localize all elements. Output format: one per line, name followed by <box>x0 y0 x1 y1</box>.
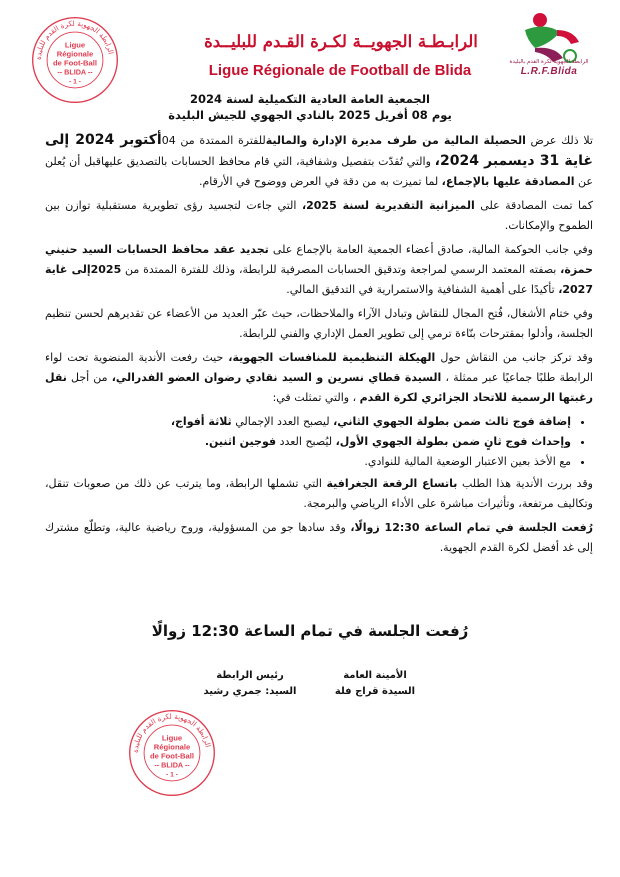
stamp-line-2: Régionale <box>153 742 191 752</box>
paragraph-financial-report: تلا ذلك عرض الحصيلة المالية من طرف مديرة الإدارة والماليةللفترة الممتدة من 04أكتوبر 2024 إلى غاية 31 ديسمبر 2024، والتي تُقدّت بتفصيل وشفافية، التي قام محافظ الحسابات بالتصديق عليهاقبل أن يُعلن عن المصادقة عليها بالإجماع، لما تميزت به من دقة في العرض ووضوح في الأرقام. <box>45 132 593 188</box>
logo-caption-french: L.R.F.Blida <box>520 66 578 77</box>
closing-statement: رُفعت الجلسة في تمام الساعة 12:30 زوالًا <box>151 622 469 640</box>
league-title-french: Ligue Régionale de Football de Blida <box>208 62 472 79</box>
paragraph-justification: وقد بررت الأندية هذا الطلب باتساع الرقعة الجغرافية التي تشملها الرابطة، وما يترتب عن ذلك من صعوبات تنقل، وتكاليف مرتفعة، وتأثيرات مباشرة على الأداء الرياضي والبرمجة. <box>45 477 593 510</box>
secretary-name: السيدة قراج فلة <box>334 686 416 697</box>
signature-secretary <box>320 668 430 700</box>
secretary-role: الأمينة العامة <box>343 670 407 681</box>
logo-head-icon <box>533 13 547 27</box>
stamp-number: - 1 - <box>165 771 179 779</box>
minutes-body <box>45 130 593 562</box>
list-item: • إضافة فوج ثالث ضمن بطولة الجهوي الثاني، ليصبح العدد الإجمالي ثلاثة أفواج، <box>45 412 571 432</box>
stamp-number: - 1 - <box>68 78 82 86</box>
meeting-date: يوم 08 أفريل 2025 بالنادي الجهوي للجيش البليدة <box>168 108 452 122</box>
league-stamp-bottom <box>127 708 217 798</box>
president-name: السيد: جمري رشيد <box>203 686 297 697</box>
league-title-arabic: الرابـطـة الجهويــة لكـرة القـدم للبليــدة <box>204 32 478 51</box>
stamp-line-4: -- BLIDA -- <box>57 67 93 77</box>
list-item: • وإحداث فوج ثانٍ ضمن بطولة الجهوي الأول، ليُصبح العدد فوجين اثنين. <box>45 432 571 452</box>
logo-body-icon <box>525 26 560 48</box>
stamp-line-1: Ligue <box>161 733 183 743</box>
president-role: رئيس الرابطة <box>216 670 284 681</box>
paragraph-budget: كما تمت المصادقة على الميزانية التقديرية لسنة 2025، التي جاءت لتجسيد رؤى تطويرية مستقبلية توازن بين الطموح والإمكانات. <box>45 199 593 232</box>
stamp-line-1: Ligue <box>64 40 86 50</box>
paragraph-competitions: وقد تركز جانب من النقاش حول الهيكلة التنظيمية للمنافسات الجهوية، حيث رفعت الأندية المنضوية تحت لواء الرابطة طلبًا جماعيًا عبر ممثلة ، السيدة قطاي نسرين و السيد نقادي رضوان العضو الفدرالي، من أجل نقل رغبتها الرسمية للاتحاد الجزائري لكرة القدم ، والتي تمثلت في: <box>45 351 593 404</box>
paragraph-auditor: وفي جانب الحوكمة المالية، صادق أعضاء الجمعية العامة بالإجماع على تجديد عقد محافظ الحسابات السيد حنيني حمزة، بصفته المعتمد الرسمي لمراجعة وتدقيق الحسابات المصرفية للرابطة، وذلك للفترة الممتدة من 2025إلى غاية 2027، تأكيدًا على أهمية الشفافية والاستمرارية في التدقيق المالي. <box>45 243 593 296</box>
stamp-line-3: de Foot-Ball <box>149 751 195 761</box>
signature-president <box>195 668 305 700</box>
stamp-line-4: -- BLIDA -- <box>154 760 190 770</box>
paragraph-adjournment: رُفعت الجلسة في تمام الساعة 12:30 زوالًا، وقد سادها جو من المسؤولية، وروح رياضية عالية، وتطلّع مشترك إلى غد أفضل لكرة القدم الجهوية. <box>45 521 593 554</box>
requests-list <box>45 412 593 472</box>
stamp-arc-text: الرابطة الجهوية لكرة القدم للبليدة <box>130 711 213 754</box>
stamp-arc-text: الرابطة الجهوية لكرة القدم للبليدة <box>33 18 116 61</box>
stamp-line-2: Régionale <box>56 49 94 59</box>
stamp-line-3: de Foot-Ball <box>52 58 98 68</box>
logo-caption-arabic: الرابطة الجهوية لكرة القدم بالبليدة <box>509 59 589 65</box>
meeting-title: الجمعية العامة العادية التكميلية لسنة 2024 <box>190 92 430 106</box>
list-item: • مع الأخذ بعين الاعتبار الوضعية المالية للنوادي. <box>45 452 571 472</box>
logo-arm-icon <box>557 30 579 44</box>
paragraph-discussion: وفي ختام الأشغال، فُتح المجال للنقاش وتبادل الآراء والملاحظات، حيث عبّر العديد من الأعضاء عن تقديرهم لحسن تنظيم الجلسة، وأدلوا بمقترحات بنّاءة ترمي إلى تطوير العمل الإداري والفني للرابطة. <box>45 307 593 340</box>
